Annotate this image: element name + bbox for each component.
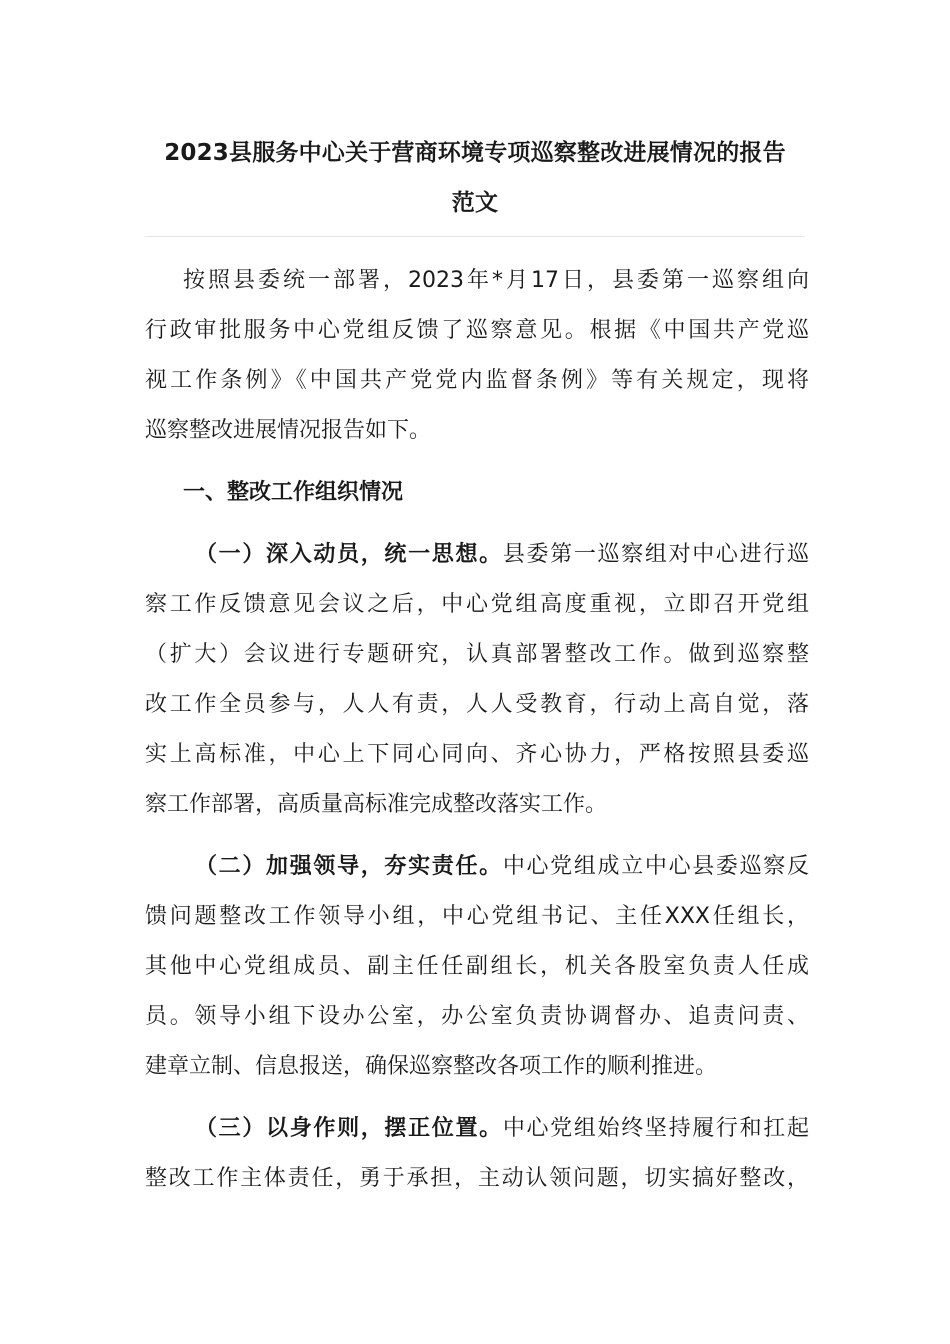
paragraph-3-line-1-rest: 中心党组始终坚持履行和扛起 [502, 1116, 809, 1141]
paragraph-2-line-2: 馈问题整改工作领导小组，中心党组书记、主任XXX任组长， [145, 904, 809, 929]
paragraph-1-line-1-rest: 县委第一巡察组对中心进行巡 [502, 542, 809, 567]
paragraph-3-lead: （三）以身作则，摆正位置。 [195, 1116, 503, 1141]
section-1 [145, 468, 809, 518]
paragraph-1-line-2: 察工作反馈意见会议之后，中心党组高度重视，立即召开党组 [145, 592, 809, 617]
title-divider [145, 236, 805, 237]
paragraph-2-line-3: 其他中心党组成员、副主任任副组长，机关各股室负责人任成 [145, 954, 809, 979]
paragraph-1-line-1 [145, 530, 809, 580]
paragraph-3-line-2: 整改工作主体责任，勇于承担，主动认领问题，切实搞好整改， [145, 1166, 809, 1191]
intro-line-3: 视工作条例》《中国共产党党内监督条例》等有关规定，现将 [145, 368, 809, 393]
intro-paragraph [145, 256, 809, 456]
intro-line-2: 行政审批服务中心党组反馈了巡察意见。根据《中国共产党巡 [145, 318, 809, 343]
paragraph-2-line-4: 员。领导小组下设办公室，办公室负责协调督办、追责问责、 [145, 1004, 809, 1029]
paragraph-1-lead: （一）深入动员，统一思想。 [195, 542, 503, 567]
title-line-2: 范文 [451, 190, 499, 216]
paragraph-2-line-1-rest: 中心党组成立中心县委巡察反 [502, 854, 809, 879]
paragraph-3-line-1 [145, 1104, 809, 1154]
document-title [145, 128, 805, 228]
paragraph-1-line-3: （扩大）会议进行专题研究，认真部署整改工作。做到巡察整 [145, 642, 809, 667]
paragraph-2 [145, 842, 809, 1092]
paragraph-2-line-5: 建章立制、信息报送，确保巡察整改各项工作的顺利推进。 [145, 1054, 718, 1079]
paragraph-2-lead: （二）加强领导，夯实责任。 [195, 854, 503, 879]
paragraph-2-line-1 [145, 842, 809, 892]
paragraph-1-line-6: 察工作部署，高质量高标准完成整改落实工作。 [145, 792, 608, 817]
title-line-1: 2023县服务中心关于营商环境专项巡察整改进展情况的报告 [164, 140, 786, 166]
paragraph-3 [145, 1104, 809, 1204]
intro-line-4: 巡察整改进展情况报告如下。 [145, 418, 432, 443]
paragraph-1-line-4: 改工作全员参与，人人有责，人人受教育，行动上高自觉，落 [145, 692, 809, 717]
section-1-heading: 一、整改工作组织情况 [183, 480, 404, 505]
intro-line-1: 按照县委统一部署，2023年*月17日，县委第一巡察组向 [183, 268, 809, 293]
paragraph-1-line-5: 实上高标准，中心上下同心同向、齐心协力，严格按照县委巡 [145, 742, 809, 767]
paragraph-1 [145, 530, 809, 830]
